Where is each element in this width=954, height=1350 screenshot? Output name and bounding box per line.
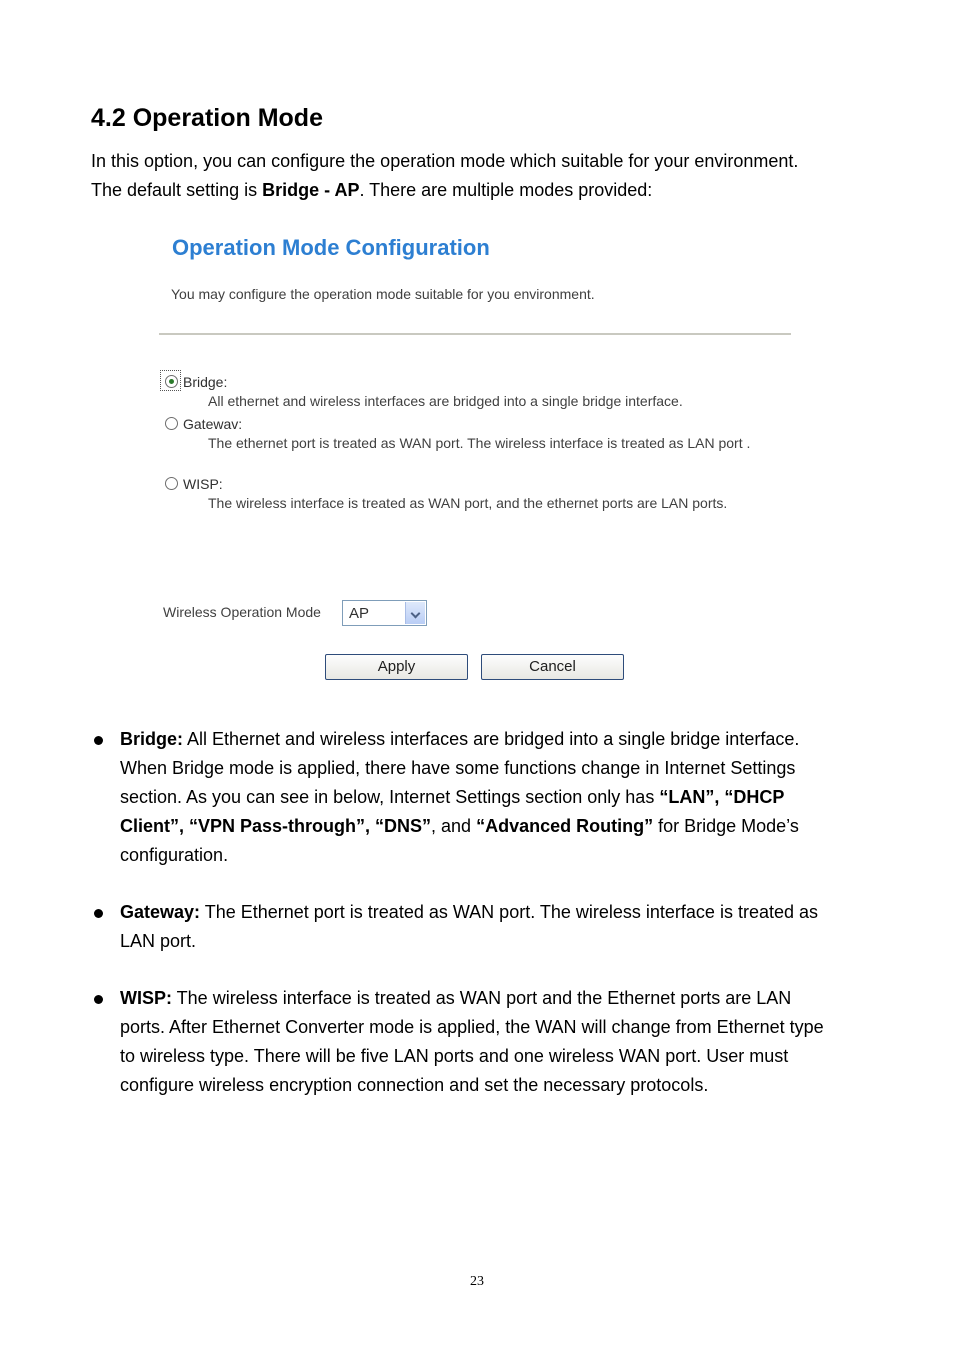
section-heading: 4.2 Operation Mode bbox=[91, 104, 323, 132]
config-divider bbox=[159, 333, 791, 335]
intro-line-2: The default setting is Bridge - AP. There are multiple modes provided: bbox=[91, 180, 653, 200]
bridge-bullet-line: When Bridge mode is applied, there have some functions change in Internet Settings bbox=[120, 758, 796, 778]
config-description: You may configure the operation mode suitable for you environment. bbox=[171, 286, 595, 302]
gateway-option-description: The ethernet port is treated as WAN port. The wireless interface is treated as LAN port . bbox=[208, 435, 751, 451]
bridge-bullet-line: Client”, “VPN Pass-through”, “DNS”, and “Advanced Routing” for Bridge Mode’s bbox=[120, 816, 799, 836]
cancel-button[interactable]: Cancel bbox=[481, 654, 624, 680]
intro-line-1: In this option, you can configure the operation mode which suitable for your environment. bbox=[91, 151, 799, 171]
config-title: Operation Mode Configuration bbox=[172, 235, 490, 260]
bullet-icon bbox=[94, 995, 103, 1004]
wisp-option-description: The wireless interface is treated as WAN port, and the ethernet ports are LAN ports. bbox=[208, 495, 728, 511]
wireless-operation-mode-select[interactable] bbox=[342, 600, 427, 626]
wisp-option-label[interactable]: WISP: bbox=[183, 476, 223, 492]
default-setting: Bridge - AP bbox=[262, 180, 360, 200]
bridge-option-label[interactable]: Bridge: bbox=[183, 374, 228, 390]
bridge-option-description: All ethernet and wireless interfaces are bridged into a single bridge interface. bbox=[208, 393, 683, 409]
gateway-bullet-line: LAN port. bbox=[120, 931, 197, 951]
page-number: 23 bbox=[470, 1274, 484, 1289]
wisp-bullet-line: WISP: The wireless interface is treated as WAN port and the Ethernet ports are LAN bbox=[120, 988, 792, 1008]
bridge-bullet-line: section. As you can see in below, Internet Settings section only has “LAN”, “DHCP bbox=[120, 787, 785, 807]
wisp-bullet-line: configure wireless encryption connection and set the necessary protocols. bbox=[120, 1075, 709, 1095]
bridge-bullet-line: configuration. bbox=[120, 845, 229, 865]
bridge-radio[interactable] bbox=[165, 375, 178, 388]
chevron-down-icon[interactable] bbox=[405, 602, 425, 624]
wireless-operation-mode-label: Wireless Operation Mode bbox=[163, 604, 321, 620]
gateway-radio[interactable] bbox=[165, 417, 178, 430]
bullet-icon bbox=[94, 909, 103, 918]
bullet-icon bbox=[94, 736, 103, 745]
wisp-radio[interactable] bbox=[165, 477, 178, 490]
wisp-bullet-line: ports. After Ethernet Converter mode is applied, the WAN will change from Ethernet type bbox=[120, 1017, 824, 1037]
gateway-bullet-line: Gateway: The Ethernet port is treated as WAN port. The wireless interface is treated as bbox=[120, 902, 818, 922]
bridge-bullet-line: Bridge: All Ethernet and wireless interfaces are bridged into a single bridge interface. bbox=[120, 729, 800, 749]
apply-button[interactable]: Apply bbox=[325, 654, 468, 680]
wireless-operation-mode-value: AP bbox=[349, 605, 370, 622]
wisp-bullet-line: to wireless type. There will be five LAN ports and one wireless WAN port. User must bbox=[120, 1046, 789, 1066]
gateway-option-label[interactable]: Gatewav: bbox=[183, 416, 243, 432]
